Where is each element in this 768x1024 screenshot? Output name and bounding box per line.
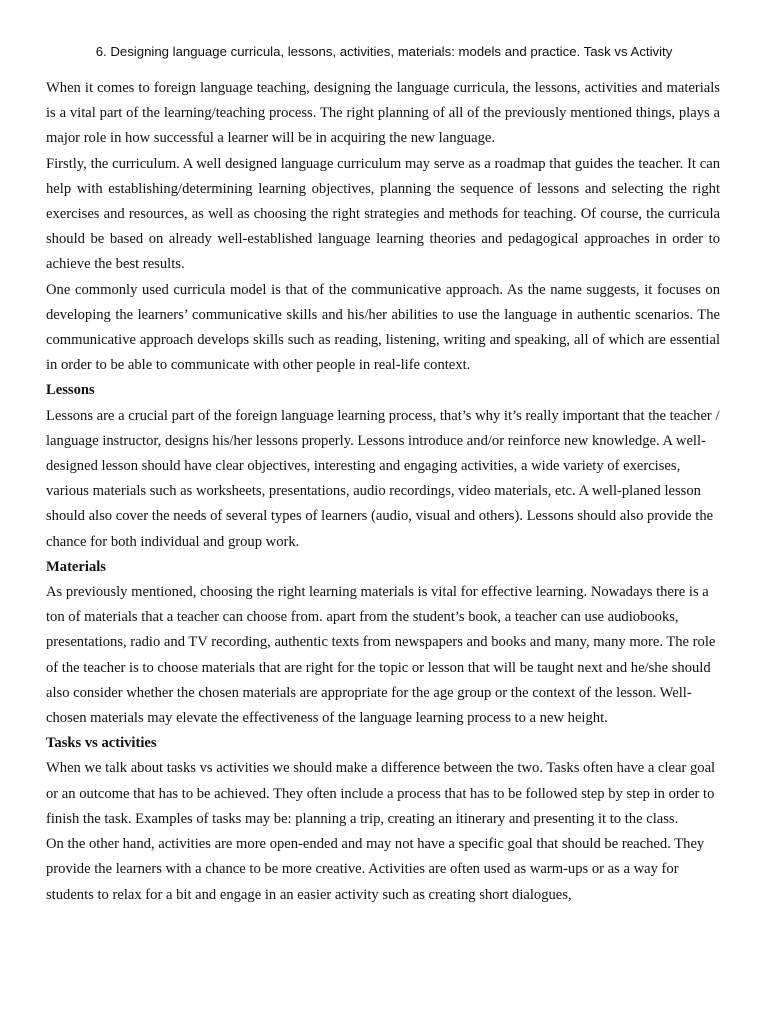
activities-paragraph: On the other hand, activities are more open-ended and may not have a specific goal that should be reached. They provide the learners with a chance to be more creative. Activities are often used as warm-ups or as a way for students to relax for a bit and engage in an easier activity such as creating short dialogues, xyxy=(46,836,705,903)
tasks-vs-activities-heading: Tasks vs activities xyxy=(46,735,157,752)
document-body xyxy=(46,76,720,908)
materials-paragraph: As previously mentioned, choosing the right learning materials is vital for effective learning. Nowadays there is a ton of materials that a teacher can choose from. apart from the student’s book, a teacher can use audiobooks, presentations, radio and TV recording, authentic texts from newspapers and books and many, many more. The role of the teacher is to choose materials that are right for the topic or lesson that will be taught next and he/she should also consider whether the chosen materials are appropriate for the age group or the context of the lesson. Well-chosen materials may elevate the effectiveness of the language learning process to a new height. xyxy=(46,584,716,727)
intro-paragraph-3: One commonly used curricula model is that of the communicative approach. As the name suggests, it focuses on developing the learners’ communicative skills and his/her abilities to use the language in authentic scenarios. The communicative approach develops skills such as reading, listening, writing and speaking, all of which are essential in order to be able to communicate with other people in real-life context. xyxy=(46,281,720,374)
lessons-heading: Lessons xyxy=(46,382,95,399)
intro-paragraph-1: When it comes to foreign language teaching, designing the language curricula, the lessons, activities and materials is a vital part of the learning/teaching process. The right planning of all of the previously mentioned things, plays a major role in how successful a learner will be in acquiring the new language. xyxy=(46,80,720,147)
materials-heading: Materials xyxy=(46,558,106,575)
document-title: 6. Designing language curricula, lessons, activities, materials: models and practice. Task vs Activity xyxy=(95,44,673,59)
tasks-paragraph: When we talk about tasks vs activities we should make a difference between the two. Tasks often have a clear goal or an outcome that has to be achieved. They often include a process that has to be followed step by step in order to finish the task. Examples of tasks may be: planning a trip, creating an itinerary and presenting it to the class. xyxy=(46,760,716,827)
lessons-paragraph: Lessons are a crucial part of the foreign language learning process, that’s why it’s really important that the teacher / language instructor, designs his/her lessons properly. Lessons introduce and/or reinforce new knowledge. A well-designed lesson should have clear objectives, interesting and engaging activities, a wide variety of exercises, various materials such as worksheets, presentations, audio recordings, video materials, etc. A well-planed lesson should also cover the needs of several types of learners (audio, visual and others). Lessons should also provide the chance for both individual and group work. xyxy=(46,407,720,550)
intro-paragraph-2: Firstly, the curriculum. A well designed language curriculum may serve as a roadmap that guides the teacher. It can help with establishing/determining learning objectives, planning the sequence of lessons and selecting the right exercises and resources, as well as choosing the right strategies and methods for teaching. Of course, the curricula should be based on already well-established language learning theories and pedagogical approaches in order to achieve the best results. xyxy=(46,155,720,273)
